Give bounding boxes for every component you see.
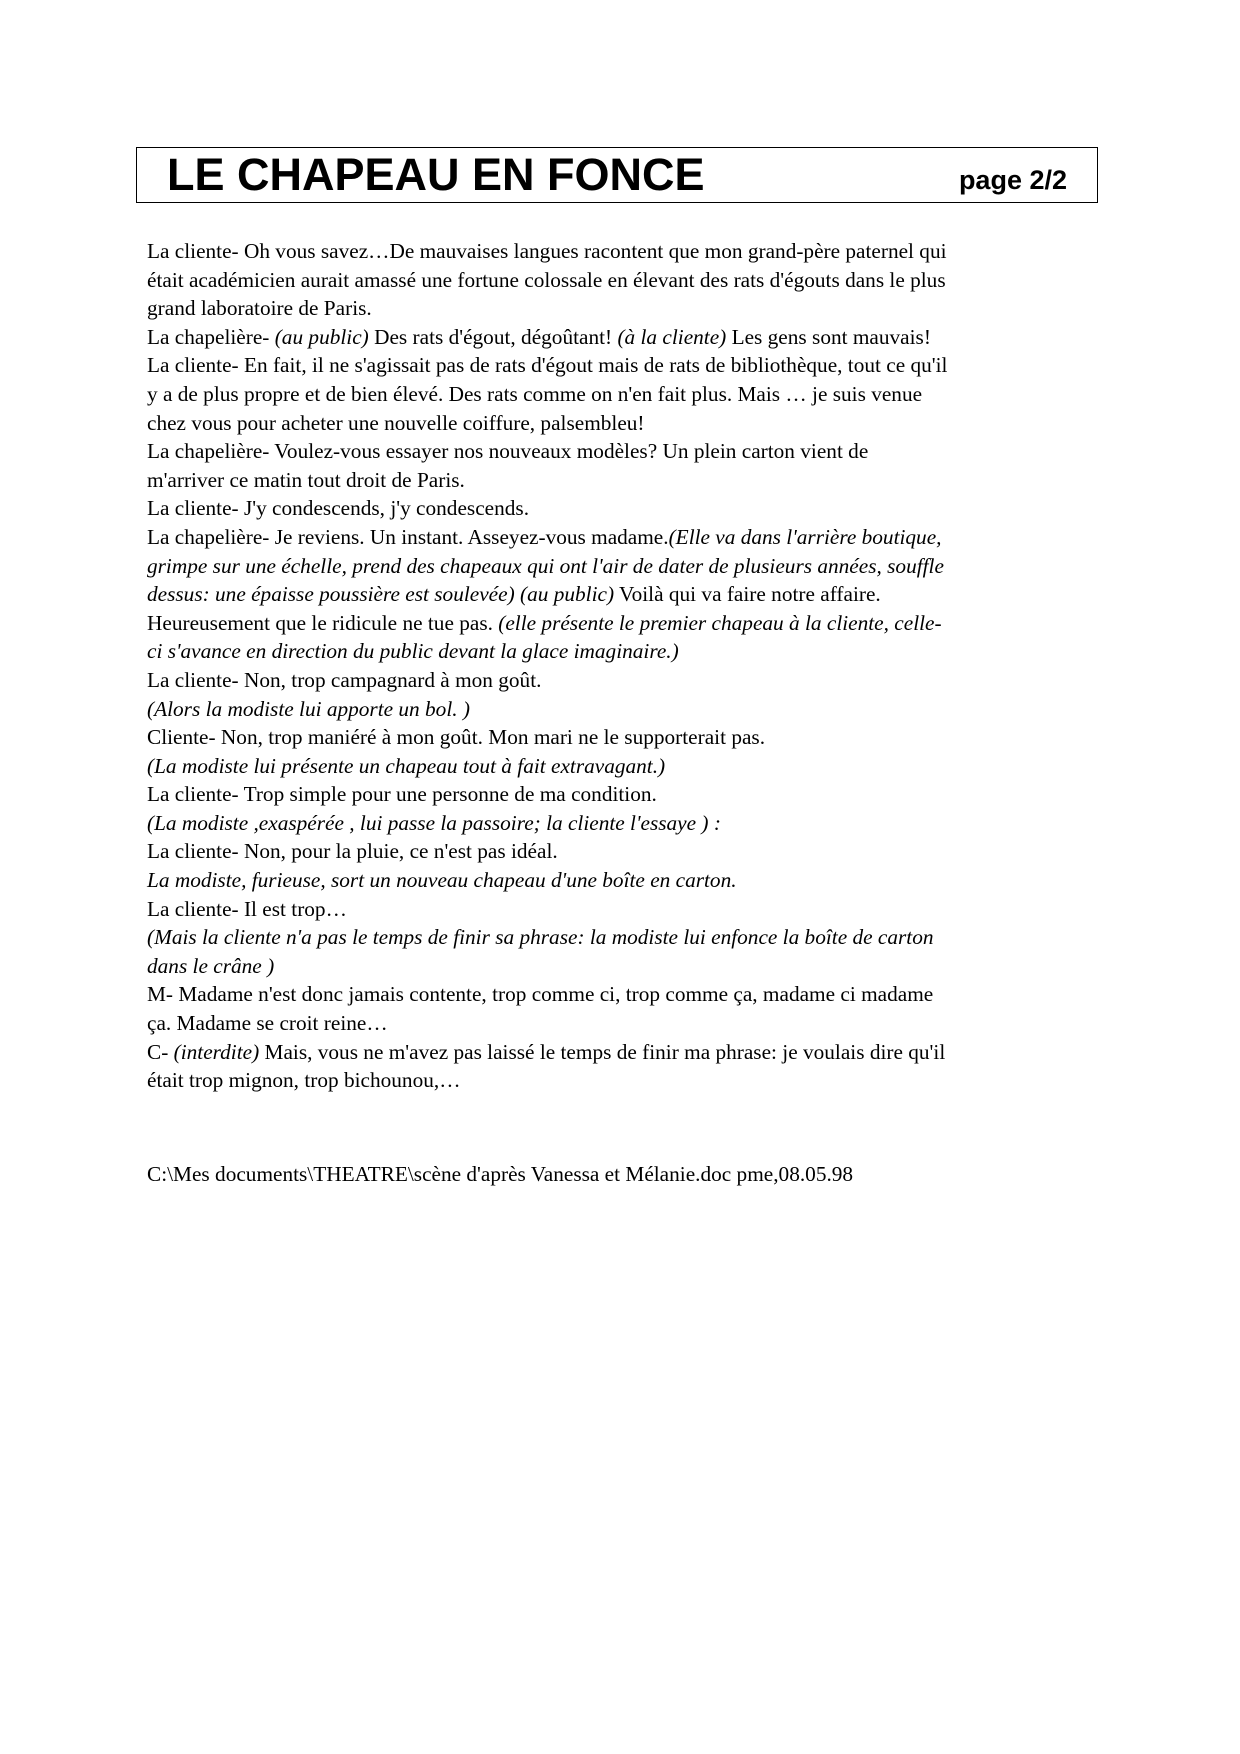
- stage-direction: dans le crâne ): [147, 953, 275, 978]
- dialogue-text: Mais, vous ne m'avez pas laissé le temps de finir ma phrase: je voulais dire qu'il: [259, 1039, 946, 1064]
- text-line: [147, 1066, 1107, 1095]
- text-line: [147, 1009, 1107, 1038]
- dialogue-text: m'arriver ce matin tout droit de Paris.: [147, 467, 465, 492]
- dialogue-text: M- Madame n'est donc jamais contente, trop comme ci, trop comme ça, madame ci madame: [147, 982, 934, 1007]
- text-line: [147, 809, 1107, 838]
- dialogue-text: chez vous pour acheter une nouvelle coiffure, palsembleu!: [147, 410, 645, 435]
- stage-direction: (La modiste ,exaspérée , lui passe la passoire; la cliente l'essaye ) :: [147, 810, 721, 835]
- dialogue-text: La cliente- En fait, il ne s'agissait pas de rats d'égout mais de rats de bibliothèque, tout ce qu'il: [147, 353, 948, 378]
- text-line: [147, 237, 1107, 266]
- text-line: [147, 923, 1107, 952]
- document-title: LE CHAPEAU EN FONCE: [167, 149, 705, 200]
- text-line: [147, 523, 1107, 552]
- dialogue-text: La cliente- J'y condescends, j'y condescends.: [147, 496, 530, 521]
- text-line: [147, 323, 1107, 352]
- stage-direction: (elle présente le premier chapeau à la cliente, celle-: [498, 610, 942, 635]
- stage-direction: (à la cliente): [617, 324, 727, 349]
- text-line: [147, 1038, 1107, 1067]
- stage-direction: (Alors la modiste lui apporte un bol. ): [147, 696, 470, 721]
- dialogue-text: y a de plus propre et de bien élevé. Des rats comme on n'en fait plus. Mais … je suis venue: [147, 381, 923, 406]
- text-line: [147, 609, 1107, 638]
- text-line: [147, 266, 1107, 295]
- text-line: [147, 637, 1107, 666]
- dialogue-text: Les gens sont mauvais!: [726, 324, 931, 349]
- dialogue-text: Cliente- Non, trop maniéré à mon goût. Mon mari ne le supporterait pas.: [147, 725, 766, 750]
- dialogue-text: La chapelière- Voulez-vous essayer nos nouveaux modèles? Un plein carton vient de: [147, 439, 869, 464]
- text-line: [147, 866, 1107, 895]
- dialogue-text: La cliente- Oh vous savez…De mauvaises langues racontent que mon grand-père paternel qui: [147, 239, 947, 263]
- stage-direction: ci s'avance en direction du public devant la glace imaginaire.): [147, 639, 679, 664]
- stage-direction: (Mais la cliente n'a pas le temps de finir sa phrase: la modiste lui enfonce la boîte de carton: [147, 925, 934, 950]
- text-line: [147, 980, 1107, 1009]
- script-body: [147, 237, 1107, 1095]
- text-line: [147, 723, 1107, 752]
- text-line: [147, 466, 1107, 495]
- page-number: page 2/2: [958, 165, 1067, 195]
- text-line: [147, 409, 1107, 438]
- text-line: [147, 437, 1107, 466]
- dialogue-text: ça. Madame se croit reine…: [147, 1011, 388, 1036]
- dialogue-text: était académicien aurait amassé une fortune colossale en élevant des rats d'égouts dans le plus: [147, 267, 946, 292]
- dialogue-text: La chapelière- Je reviens. Un instant. Asseyez-vous madame.: [147, 524, 669, 549]
- file-path-footer: C:\Mes documents\THEATRE\scène d'après Vanessa et Mélanie.doc pme,08.05.98: [147, 1162, 854, 1186]
- dialogue-text: Heureusement que le ridicule ne tue pas.: [147, 610, 499, 635]
- dialogue-text: était trop mignon, trop bichounou,…: [147, 1068, 461, 1093]
- dialogue-text: Voilà qui va faire notre affaire.: [614, 582, 881, 607]
- text-line: [147, 351, 1107, 380]
- text-line: [147, 494, 1107, 523]
- text-line: [147, 380, 1107, 409]
- stage-direction: (interdite): [173, 1039, 260, 1064]
- dialogue-text: La cliente- Non, pour la pluie, ce n'est pas idéal.: [147, 839, 558, 864]
- text-line: [147, 752, 1107, 781]
- text-line: [147, 895, 1107, 924]
- text-line: [147, 952, 1107, 981]
- text-line: [147, 552, 1107, 581]
- stage-direction: (au public): [274, 324, 369, 349]
- dialogue-text: La cliente- Non, trop campagnard à mon goût.: [147, 667, 542, 692]
- stage-direction: (La modiste lui présente un chapeau tout à fait extravagant.): [147, 753, 666, 778]
- dialogue-text: La chapelière-: [147, 324, 275, 349]
- text-line: [147, 695, 1107, 724]
- title-box: [136, 147, 1098, 203]
- dialogue-text: Des rats d'égout, dégoûtant!: [368, 324, 618, 349]
- dialogue-text: La cliente- Trop simple pour une personne de ma condition.: [147, 782, 657, 807]
- dialogue-text: grand laboratoire de Paris.: [147, 296, 372, 321]
- text-line: [147, 580, 1107, 609]
- dialogue-text: La cliente- Il est trop…: [147, 896, 347, 921]
- stage-direction: dessus: une épaisse poussière est soulevée) (au public): [147, 582, 615, 607]
- stage-direction: La modiste, furieuse, sort un nouveau chapeau d'une boîte en carton.: [147, 868, 737, 893]
- text-line: [147, 780, 1107, 809]
- dialogue-text: C-: [147, 1039, 174, 1064]
- text-line: [147, 666, 1107, 695]
- text-line: [147, 837, 1107, 866]
- stage-direction: grimpe sur une échelle, prend des chapeaux qui ont l'air de dater de plusieurs années, souffle: [147, 553, 944, 578]
- stage-direction: (Elle va dans l'arrière boutique,: [668, 524, 942, 549]
- text-line: [147, 294, 1107, 323]
